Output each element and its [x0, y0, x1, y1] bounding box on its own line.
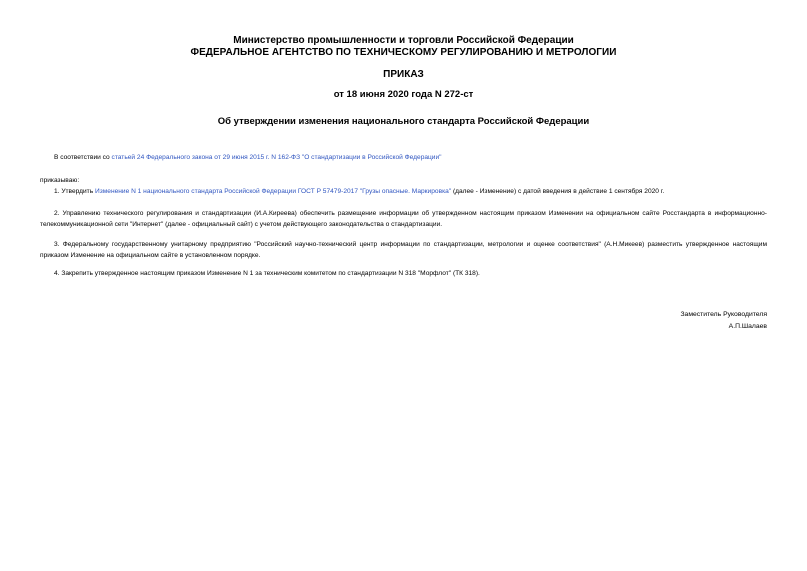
- standard-change-link[interactable]: Изменение N 1 национального стандарта Российской Федерации ГОСТ Р 57479-2017 "Грузы опасные. Маркировка": [94, 188, 452, 195]
- item-3: 3. Федеральному государственному унитарному предприятию "Российский научно-технический центр информации по стандартизации, метрологии и оценке соответствия" (А.Н.Микеев) разместить утвержденное настоящим приказом Изменение на официальном сайте в установленном порядке.: [40, 241, 767, 259]
- intro-prefix: В соответствии со: [54, 154, 112, 161]
- order-word: приказываю:: [40, 177, 80, 184]
- agency-name: ФЕДЕРАЛЬНОЕ АГЕНТСТВО ПО ТЕХНИЧЕСКОМУ РЕГУЛИРОВАНИЮ И МЕТРОЛОГИИ: [190, 47, 617, 58]
- signature-position: Заместитель Руководителя: [680, 311, 767, 318]
- document-title: Об утверждении изменения национального стандарта Российской Федерации: [217, 116, 590, 127]
- ministry-name: Министерство промышленности и торговли Российской Федерации: [233, 35, 574, 46]
- signature-name: А.П.Шалаев: [728, 323, 767, 330]
- item-1-prefix: 1. Утвердить: [54, 188, 95, 195]
- intro-paragraph: [54, 153, 442, 164]
- item-2: 2. Управлению технического регулирования и стандартизации (И.А.Киреева) обеспечить размещение информации об утвержденном настоящим приказом Изменении на официальном сайте Росстандарта в информационно-телекоммуникационной сети "Интернет" (далее - официальный сайт) с учетом действующего законодательства о стандартизации.: [40, 210, 767, 228]
- law-link[interactable]: статьей 24 Федерального закона от 29 июня 2015 г. N 162-ФЗ "О стандартизации в Российской Федерации": [111, 154, 442, 161]
- item-1-suffix: (далее - Изменение) с датой введения в действие 1 сентября 2020 г.: [451, 188, 665, 195]
- document-date-number: от 18 июня 2020 года N 272-ст: [333, 89, 474, 100]
- item-4: 4. Закрепить утвержденное настоящим приказом Изменение N 1 за техническим комитетом по стандартизации N 318 "Морфлот" (ТК 318).: [54, 270, 480, 277]
- item-1: [54, 187, 664, 198]
- document-type: ПРИКАЗ: [383, 69, 424, 80]
